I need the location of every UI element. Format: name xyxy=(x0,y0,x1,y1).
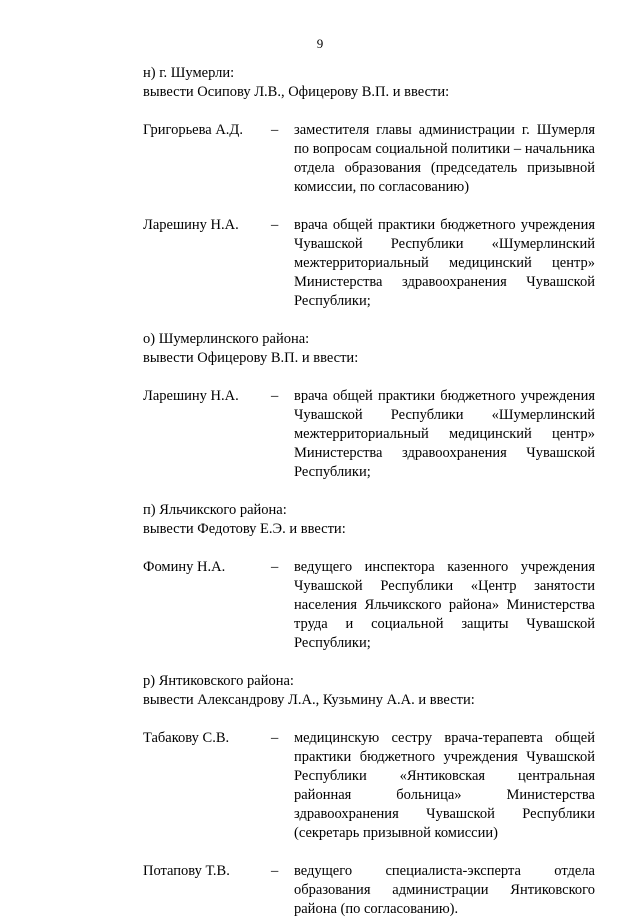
entry-row xyxy=(143,558,595,653)
entry-description: врача общей практики бюджетного учреждения Чувашской Республики «Шумерлинский межтерриториальный медицинский центр» Министерства здравоохранения Чувашской Республики; xyxy=(294,217,595,309)
section-o xyxy=(143,330,595,482)
section-instruction: вывести Федотову Е.Э. и ввести: xyxy=(143,521,346,537)
section-instruction: вывести Осипову Л.В., Офицерову В.П. и ввести: xyxy=(143,84,450,100)
section-p xyxy=(143,501,595,653)
entry-row xyxy=(143,862,595,919)
entry-list xyxy=(143,387,595,482)
entry-description: ведущего инспектора казенного учреждения Чувашской Республики «Центр занятости населения Яльчикского района» Министерства труда и социальной защиты Чувашской Республики; xyxy=(294,559,595,651)
entry-description: заместителя главы администрации г. Шумерля по вопросам социальной политики – начальника отдела образования (председатель призывной комиссии, по согласованию) xyxy=(294,122,595,195)
section-header xyxy=(143,64,595,102)
entry-row xyxy=(143,387,595,482)
entry-dash: – xyxy=(271,388,279,404)
entry-row xyxy=(143,216,595,311)
entry-description: ведущего специалиста-эксперта отдела образования администрации Янтиковского района (по согласованию). xyxy=(294,863,595,917)
entry-description: врача общей практики бюджетного учреждения Чувашской Республики «Шумерлинский межтерриториальный медицинский центр» Министерства здравоохранения Чувашской Республики; xyxy=(294,388,595,480)
entry-row xyxy=(143,121,595,197)
entry-description: медицинскую сестру врача-терапевта общей практики бюджетного учреждения Чувашской Республики «Янтиковская центральная районная больница» Министерства здравоохранения Чувашской Республики (секретарь призывной комиссии) xyxy=(294,730,595,841)
entry-dash: – xyxy=(271,730,279,746)
entry-name: Потапову Т.В. xyxy=(143,863,230,879)
section-header xyxy=(143,330,595,368)
document-body xyxy=(143,64,595,919)
section-heading: п) Яльчикского района: xyxy=(143,502,287,518)
section-heading: н) г. Шумерли: xyxy=(143,65,235,81)
section-heading: о) Шумерлинского района: xyxy=(143,331,310,347)
entry-list xyxy=(143,729,595,919)
section-heading: р) Янтиковского района: xyxy=(143,673,294,689)
entry-list xyxy=(143,121,595,311)
section-header xyxy=(143,501,595,539)
entry-name: Григорьева А.Д. xyxy=(143,122,243,138)
section-n xyxy=(143,64,595,311)
page-number: 9 xyxy=(316,36,324,51)
entry-name: Табакову С.В. xyxy=(143,730,230,746)
section-r xyxy=(143,672,595,919)
entry-row xyxy=(143,729,595,843)
entry-name: Ларешину Н.А. xyxy=(143,388,239,404)
entry-dash: – xyxy=(271,217,279,233)
entry-name: Ларешину Н.А. xyxy=(143,217,239,233)
entry-dash: – xyxy=(271,122,279,138)
entry-list xyxy=(143,558,595,653)
entry-dash: – xyxy=(271,559,279,575)
section-instruction: вывести Офицерову В.П. и ввести: xyxy=(143,350,359,366)
entry-name: Фомину Н.А. xyxy=(143,559,226,575)
section-header xyxy=(143,672,595,710)
section-instruction: вывести Александрову Л.А., Кузьмину А.А. и ввести: xyxy=(143,692,475,708)
entry-dash: – xyxy=(271,863,279,879)
